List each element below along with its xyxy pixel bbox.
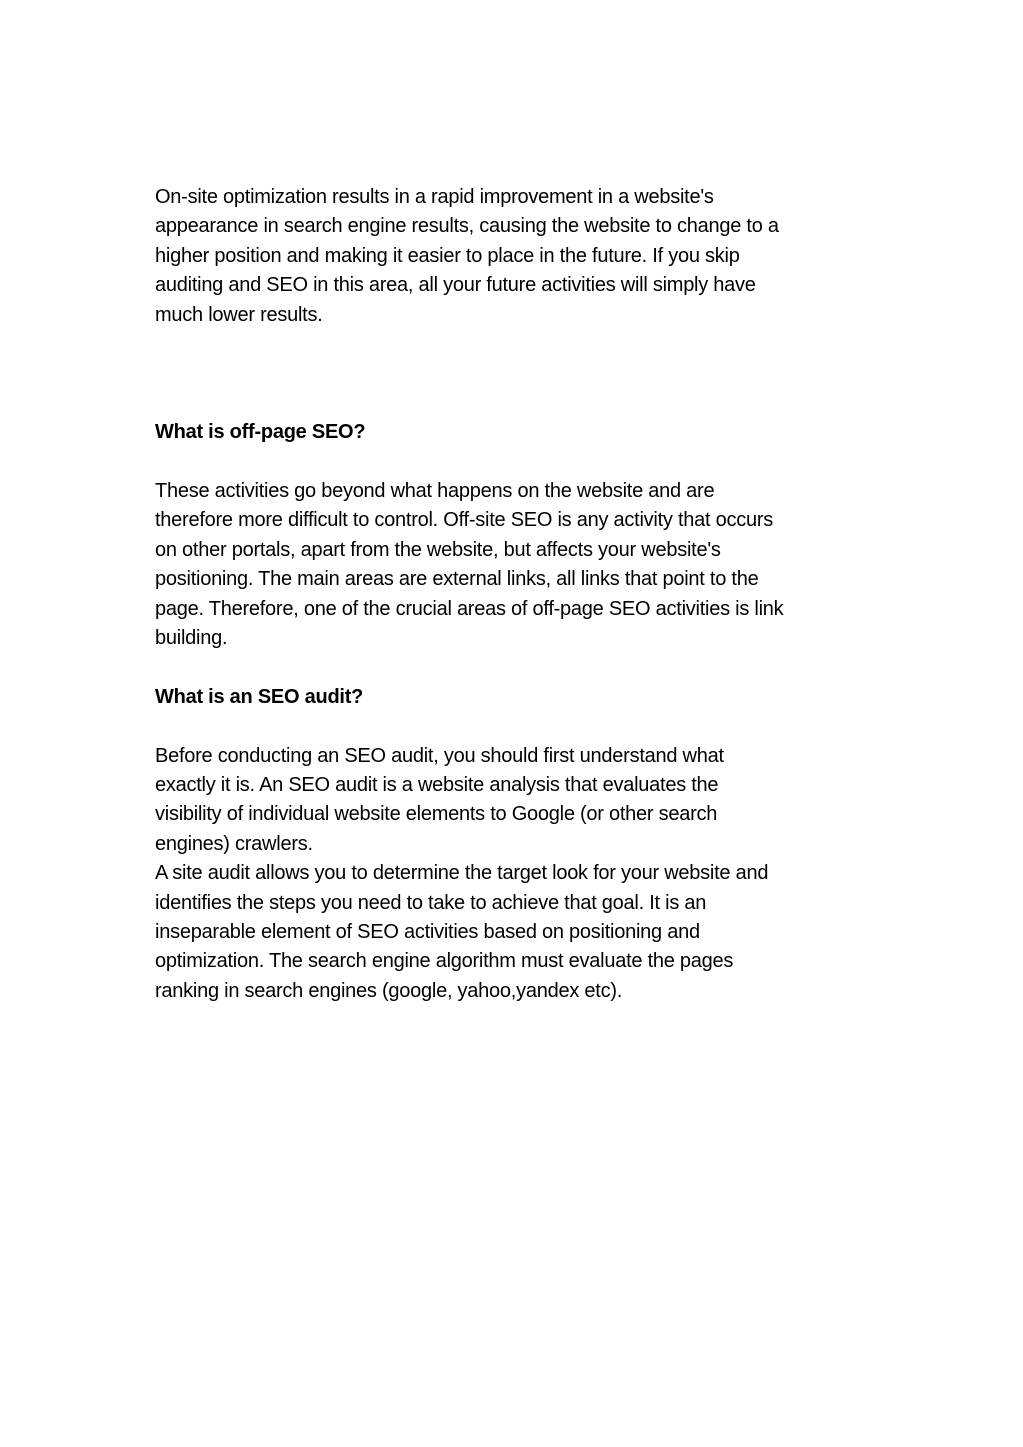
text-line: appearance in search engine results, causing the website to change to a: [155, 215, 779, 238]
spacer: [155, 389, 880, 418]
text-line: on other portals, apart from the website, but affects your website's: [155, 538, 721, 561]
text-line: engines) crawlers.: [155, 832, 313, 855]
heading-off-page-seo: What is off-page SEO?: [155, 421, 366, 444]
text-line: building.: [155, 627, 228, 650]
text-line: identifies the steps you need to take to achieve that goal. It is an: [155, 891, 707, 914]
text-line: visibility of individual website elements to Google (or other search: [155, 803, 718, 826]
paragraph-off-page-seo: [155, 477, 880, 653]
text-line: higher position and making it easier to place in the future. If you skip: [155, 244, 740, 267]
text-line: inseparable element of SEO activities based on positioning and: [155, 921, 700, 944]
text-line: positioning. The main areas are external links, all links that point to the: [155, 568, 759, 591]
heading-seo-audit: What is an SEO audit?: [155, 685, 364, 708]
spacer: [155, 653, 880, 682]
text-line: These activities go beyond what happens on the website and are: [155, 480, 715, 503]
paragraph-seo-audit: [155, 742, 880, 1007]
text-line: page. Therefore, one of the crucial areas of off-page SEO activities is link: [155, 597, 784, 620]
spacer: [155, 448, 880, 477]
text-line: exactly it is. An SEO audit is a website analysis that evaluates the: [155, 774, 719, 797]
spacer: [155, 330, 880, 389]
spacer: [155, 712, 880, 741]
text-line: much lower results.: [155, 303, 323, 326]
text-line: therefore more difficult to control. Off-site SEO is any activity that occurs: [155, 509, 774, 532]
text-line: auditing and SEO in this area, all your future activities will simply have: [155, 274, 756, 297]
text-line: optimization. The search engine algorithm must evaluate the pages: [155, 950, 734, 973]
text-line: A site audit allows you to determine the target look for your website and: [155, 862, 769, 885]
paragraph-on-site-optimization: [155, 183, 880, 330]
text-line: On-site optimization results in a rapid improvement in a website's: [155, 186, 714, 208]
document-body: [155, 183, 880, 1006]
text-line: ranking in search engines (google, yahoo,yandex etc).: [155, 979, 623, 1002]
text-line: Before conducting an SEO audit, you should first understand what: [155, 744, 724, 767]
